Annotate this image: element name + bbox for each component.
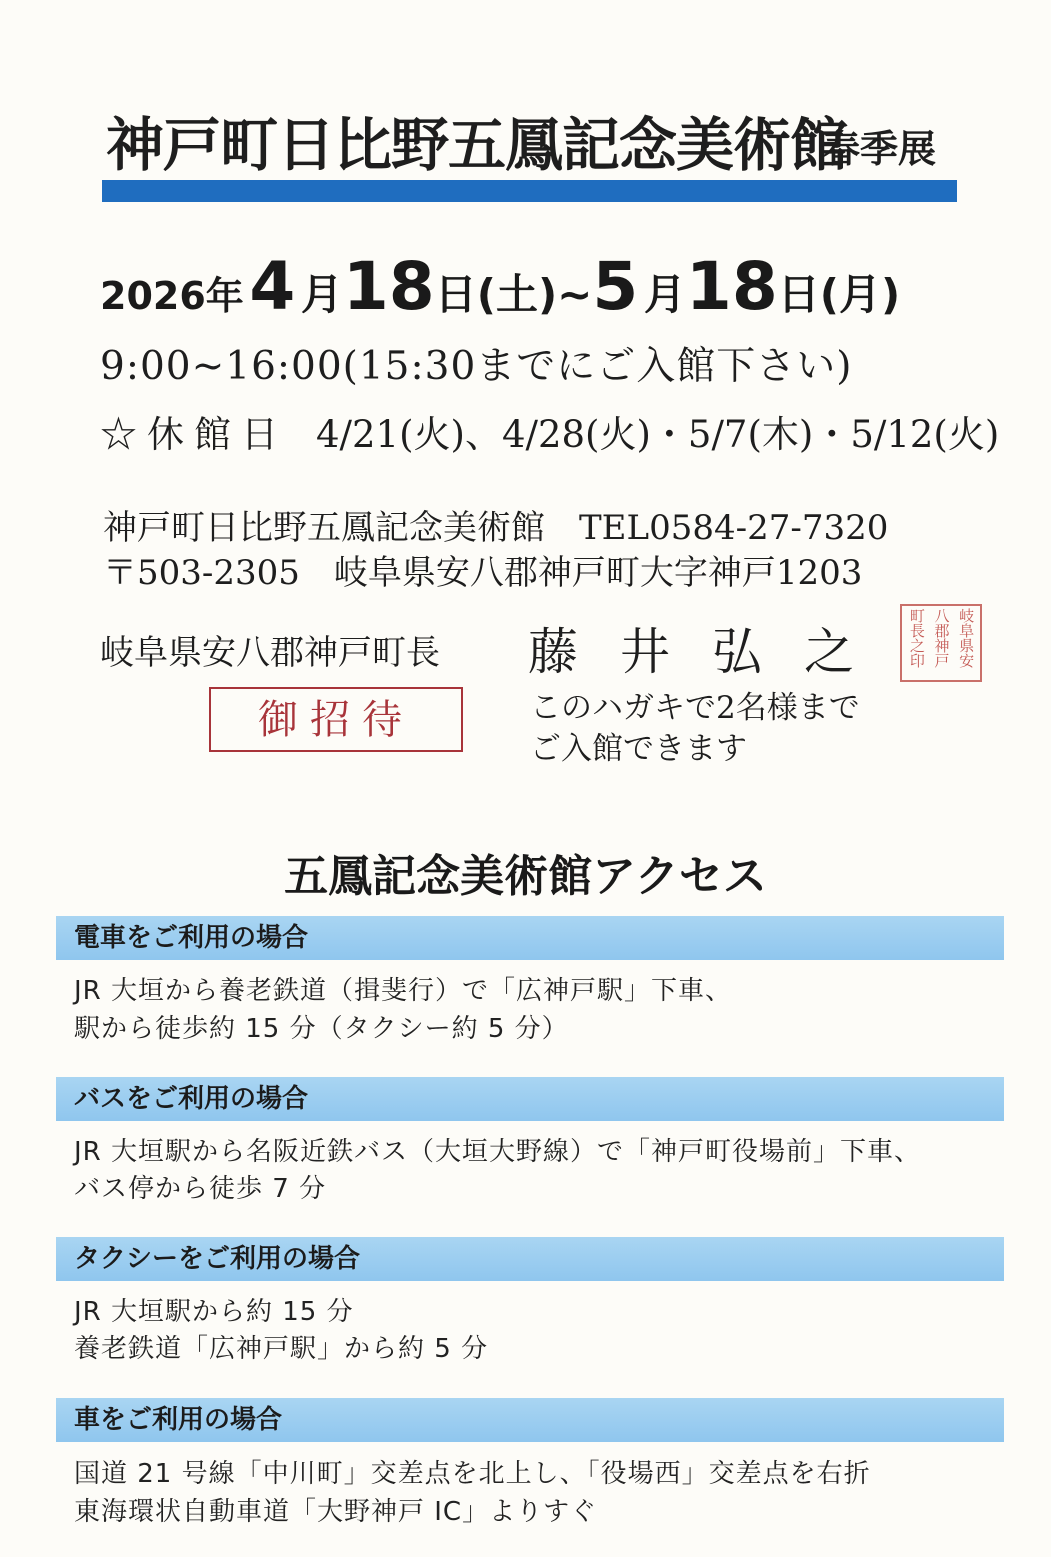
end-day: 18 xyxy=(685,248,778,325)
end-day-suffix: 日 xyxy=(777,270,820,319)
opening-hours: 9:00~16:00(15:30までにご入館下さい) xyxy=(100,344,853,389)
closed-days xyxy=(100,404,999,458)
end-month: 5 xyxy=(592,248,639,325)
contact-line: 神戸町日比野五鳳記念美術館 TEL0584-27-7320 xyxy=(103,508,889,548)
start-day-suffix: 日 xyxy=(434,270,477,319)
invitation-note: このハガキで2名様まで xyxy=(530,690,860,726)
seal-column: 町長之印 xyxy=(907,608,926,668)
access-line: 国道 21 号線「中川町」交差点を北上し、「役場西」交差点を右折 xyxy=(74,1459,871,1489)
official-seal-stamp xyxy=(900,604,982,682)
access-heading-taxi: タクシーをご利用の場合 xyxy=(56,1237,1004,1281)
access-line: JR 大垣駅から約 15 分 xyxy=(74,1297,354,1327)
access-line: 養老鉄道「広神戸駅」から約 5 分 xyxy=(74,1334,489,1364)
exhibition-name: 春季展 xyxy=(822,126,937,171)
access-heading-car: 車をご利用の場合 xyxy=(56,1398,1004,1442)
title-divider xyxy=(102,180,957,202)
postal-address: 〒503-2305 岐阜県安八郡神戸町大字神戸1203 xyxy=(103,553,863,593)
end-weekday: (月) xyxy=(819,270,901,319)
invitation-note: ご入館できます xyxy=(530,731,747,767)
access-line: JR 大垣駅から名阪近鉄バス（大垣大野線）で「神戸町役場前」下車、 xyxy=(74,1137,921,1167)
end-month-suffix: 月 xyxy=(643,270,686,319)
start-month-suffix: 月 xyxy=(300,270,343,319)
mayor-name: 藤井弘之 xyxy=(528,623,896,681)
exhibition-period xyxy=(100,248,900,325)
access-line: 駅から徒歩約 15 分（タクシー約 5 分） xyxy=(74,1014,569,1044)
access-line: 東海環状自動車道「大野神戸 IC」よりすぐ xyxy=(74,1497,598,1527)
invitation-stamp: 御招待 xyxy=(209,687,463,752)
museum-title: 神戸町日比野五鳳記念美術館 xyxy=(106,111,848,179)
access-line: JR 大垣から養老鉄道（揖斐行）で「広神戸駅」下車、 xyxy=(74,976,732,1006)
start-month: 4 xyxy=(249,248,296,325)
access-heading-bus: バスをご利用の場合 xyxy=(56,1077,1004,1121)
access-title: 五鳳記念美術館アクセス xyxy=(284,851,767,902)
year: 2026年 xyxy=(100,274,244,318)
access-heading-train: 電車をご利用の場合 xyxy=(56,916,1004,960)
closed-dates: 4/21(火)、4/28(火)・5/7(木)・5/12(火) xyxy=(316,413,1000,456)
start-day: 18 xyxy=(342,248,435,325)
mayor-title: 岐阜県安八郡神戸町長 xyxy=(100,633,440,673)
seal-column: 八郡神戸 xyxy=(932,608,951,668)
start-weekday: (土) xyxy=(476,270,558,319)
access-line: バス停から徒歩 7 分 xyxy=(74,1174,327,1204)
closed-label: ☆休館日 xyxy=(100,413,288,456)
seal-column: 岐阜県安 xyxy=(957,608,976,668)
range-tilde: ~ xyxy=(557,270,593,319)
